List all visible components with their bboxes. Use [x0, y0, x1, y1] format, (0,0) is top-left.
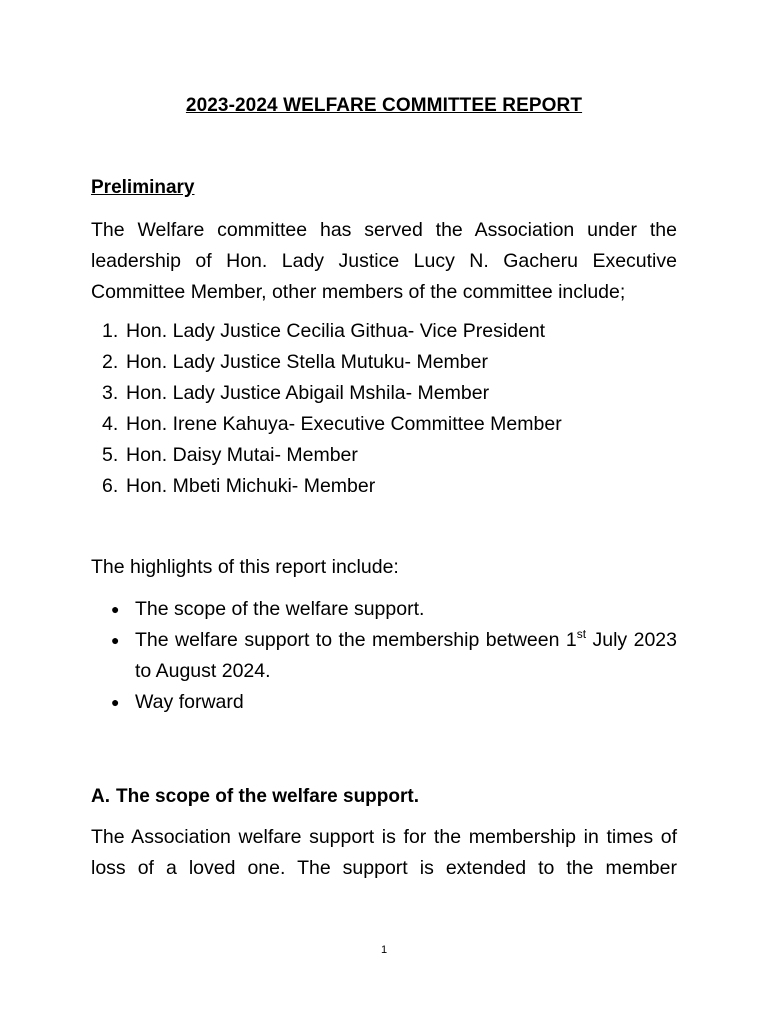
list-item: 4. Hon. Irene Kahuya- Executive Committee Member [102, 413, 562, 435]
preliminary-heading: Preliminary [91, 177, 195, 198]
list-item: 6. Hon. Mbeti Michuki- Member [102, 475, 376, 497]
preliminary-intro: The Welfare committee has served the Association under the leadership of Hon. Lady Justice Lucy N. Gacheru Executive Committee Member, other members of the committee include; [91, 219, 677, 303]
list-item: 5. Hon. Daisy Mutai- Member [102, 444, 358, 466]
section-a-body: The Association welfare support is for the membership in times of loss of a loved one. The support is extended to the member [91, 826, 677, 879]
list-item: 1. Hon. Lady Justice Cecilia Githua- Vice President [102, 320, 546, 342]
page-number: 1 [380, 944, 388, 956]
bullet-icon: ● [111, 694, 120, 710]
committee-members-list [91, 316, 562, 502]
list-item: ● The welfare support to the membership between 1st July 2023 to August 2024. [111, 627, 677, 682]
list-item: ● The scope of the welfare support. [91, 594, 677, 625]
highlights-intro: The highlights of this report include: [91, 556, 399, 578]
section-a-heading: A. The scope of the welfare support. [91, 786, 419, 807]
list-item: 3. Hon. Lady Justice Abigail Mshila- Member [102, 382, 490, 404]
list-item: ● Way forward [91, 687, 677, 718]
highlights-list [91, 594, 677, 718]
report-title: 2023-2024 WELFARE COMMITTEE REPORT [185, 95, 583, 116]
bullet-icon: ● [111, 632, 120, 648]
bullet-icon: ● [111, 601, 120, 617]
list-item: 2. Hon. Lady Justice Stella Mutuku- Member [102, 351, 488, 373]
